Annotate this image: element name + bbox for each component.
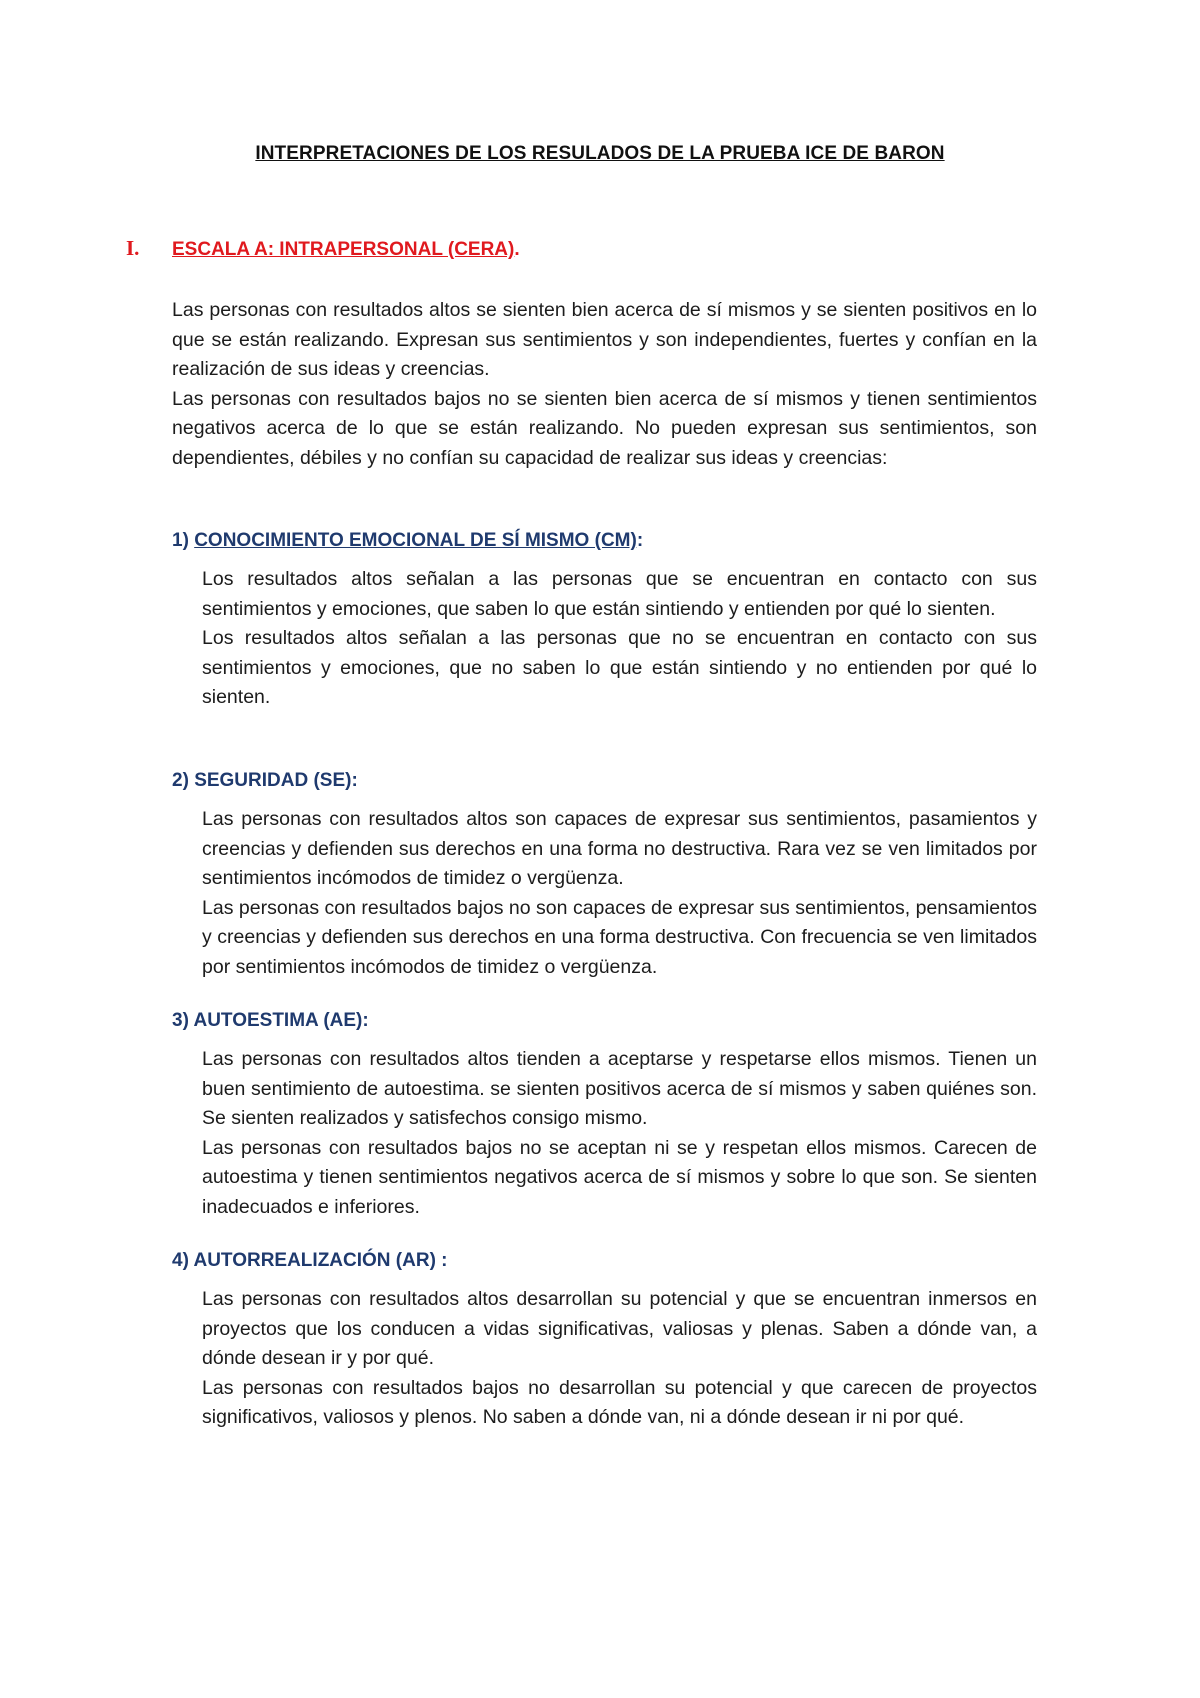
section-3-title: AUTOESTIMA (AE): bbox=[193, 1010, 369, 1031]
section-1-low-paragraph: Los resultados altos señalan a las personas que no se encuentran en contacto con sus sentimientos y emociones, que no saben lo que están sintiendo y no entienden por qué lo sienten. bbox=[202, 627, 1037, 708]
section-3-high-paragraph: Las personas con resultados altos tienden a aceptarse y respetarse ellos mismos. Tienen un buen sentimiento de autoestima. se sienten positivos acerca de sí mismos y saben quiénes son. Se sienten realizados y satisfechos consigo mismo. bbox=[202, 1048, 1037, 1129]
section-2-heading bbox=[172, 770, 358, 792]
section-3-number: 3) bbox=[172, 1010, 189, 1031]
section-4-low-paragraph: Las personas con resultados bajos no desarrollan su potencial y que carecen de proyectos significativos, valiosos y plenos. No saben a dónde van, ni a dónde desean ir ni por qué. bbox=[202, 1376, 1037, 1428]
section-2-low-paragraph: Las personas con resultados bajos no son capaces de expresar sus sentimientos, pensamientos y creencias y defienden sus derechos en una forma destructiva. Con frecuencia se ven limitados por sentimientos incómodos de timidez o vergüenza. bbox=[202, 896, 1037, 978]
intro-high-paragraph: Las personas con resultados altos se sienten bien acerca de sí mismos y se sienten positivos en lo que se están realizando. Expresan sus sentimientos y son independientes, fuertes y confían en la realización de sus ideas y creencias. bbox=[172, 299, 1037, 380]
section-1-suffix: : bbox=[636, 530, 644, 551]
section-4-heading bbox=[172, 1250, 448, 1272]
scale-heading bbox=[126, 236, 520, 261]
scale-trailing: . bbox=[514, 239, 520, 260]
scale-numeral: I. bbox=[126, 236, 140, 260]
intro-paragraphs bbox=[172, 296, 1037, 473]
section-3-low-paragraph: Las personas con resultados bajos no se aceptan ni se y respetan ellos mismos. Carecen de autoestima y tienen sentimientos negativos acerca de sí mismos y sobre lo que son. Se sienten inadecuados e inferiores. bbox=[202, 1136, 1037, 1218]
section-4-title: AUTORREALIZACIÓN (AR) : bbox=[193, 1250, 448, 1271]
section-1-body bbox=[202, 565, 1037, 713]
section-2-number: 2) bbox=[172, 770, 189, 791]
section-2-body bbox=[202, 805, 1037, 982]
section-2-high-paragraph: Las personas con resultados altos son capaces de expresar sus sentimientos, pasamientos y creencias y defienden sus derechos en una forma no destructiva. Rara vez se ven limitados por sentimientos incómodos de timidez o vergüenza. bbox=[202, 808, 1037, 889]
section-1-high-paragraph: Los resultados altos señalan a las personas que se encuentran en contacto con sus sentimientos y emociones, que saben lo que están sintiendo y entienden por qué lo sienten. bbox=[202, 568, 1037, 620]
section-4-high-paragraph: Las personas con resultados altos desarrollan su potencial y que se encuentran inmersos en proyectos que los conducen a vidas significativas, valiosas y plenas. Saben a dónde van, a dónde desean ir y por qué. bbox=[202, 1288, 1037, 1369]
section-3-body bbox=[202, 1045, 1037, 1222]
section-2-title: SEGURIDAD (SE): bbox=[194, 770, 358, 791]
section-1-title: CONOCIMIENTO EMOCIONAL DE SÍ MISMO (CM) bbox=[194, 530, 637, 551]
section-4-number: 4) bbox=[172, 1250, 189, 1271]
section-3-heading bbox=[172, 1010, 369, 1032]
intro-low-paragraph: Las personas con resultados bajos no se sienten bien acerca de sí mismos y tienen sentimientos negativos acerca de lo que se están realizando. No pueden expresan sus sentimientos, son dependientes, débiles y no confían su capacidad de realizar sus ideas y creencias: bbox=[172, 387, 1037, 469]
section-1-number: 1) bbox=[172, 530, 189, 551]
document-title: INTERPRETACIONES DE LOS RESULADOS DE LA PRUEBA ICE DE BARON bbox=[255, 143, 945, 164]
scale-label: ESCALA A: INTRAPERSONAL (CERA) bbox=[172, 239, 515, 260]
section-4-body bbox=[202, 1285, 1037, 1433]
section-1-heading bbox=[172, 530, 643, 552]
